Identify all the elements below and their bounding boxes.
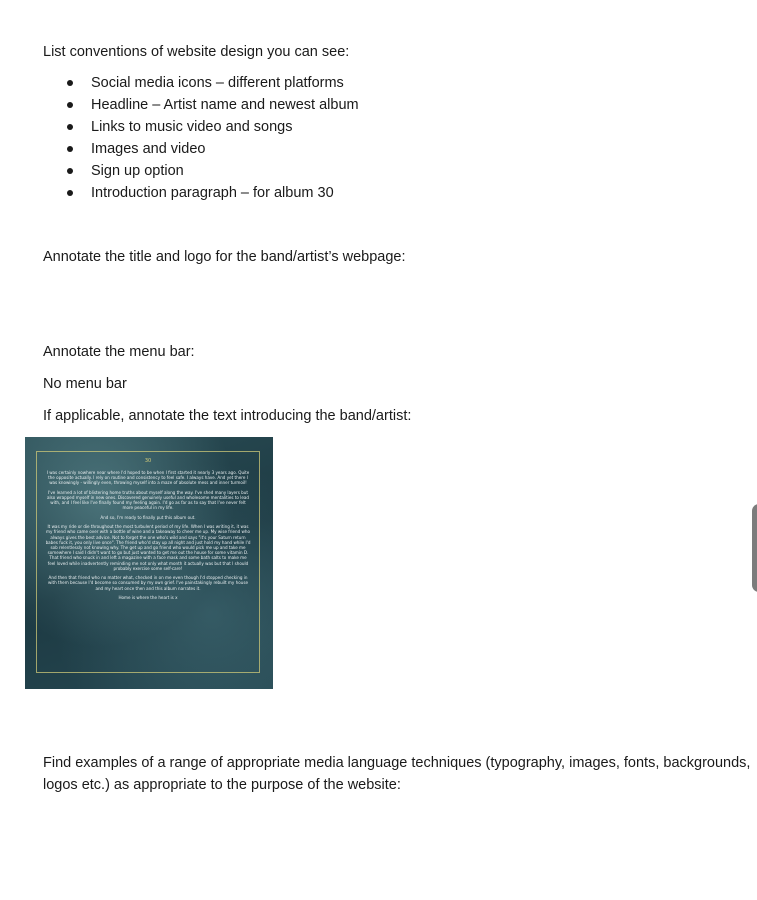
album-paragraph: And then that friend who no matter what, checked in on me even though I'd stopped checking in with them because I'd become so consumed by my own grief. I've painstakingly rebuilt my house and my heart once then and this album narrates it.	[48, 575, 248, 591]
conventions-list	[43, 72, 359, 204]
media-prompt-line2: logos etc.) as appropriate to the purpose of the website:	[43, 777, 401, 793]
media-language-prompt	[43, 752, 757, 796]
album-paragraph: And so, I'm ready to finally put this album out.	[100, 514, 196, 520]
album-intro-image	[25, 437, 273, 689]
album-paragraph: I've learned a lot of blistering home truths about myself along the way. I've shed many layers but also wrapped myself in new ones. Discovered genuinely useful and wholesome mentalities to lead with, and I feel like I've finally found my feeling again. I'd go as far as to say that I've never felt more peaceful in my life.	[46, 489, 249, 511]
list-item: Introduction paragraph – for album 30	[43, 182, 359, 204]
menu-answer: No menu bar	[43, 376, 127, 392]
album-paragraph: I was certainly nowhere near where I'd hoped to be when I first started it nearly 3 years ago. Quite the opposite actually. I rely on routine and consistency to feel safe. I always have. And yet there I was knowingly - willingly even, throwing myself into a maze of absolute mess and inner turmoil!	[46, 470, 250, 486]
album-paragraph: It was my ride or die throughout the most turbulent period of my life. When I was writing it, it was my friend who came over with a bottle of wine and a takeaway to cheer me up. My wise friend who always gives the best advice. Not to forget the one who's wild and says "it's your Saturn return babes fuck it, you only live once". The friend who'd stay up all night and just hold my hand while I'd sob relentlessly not knowing why. The get up and go friend who would pick me up and take me somewhere I said I didn't want to go but just wanted to get me out the house for some vitamin D. That friend who snuck in and left a magazine with a face mask and some bath salts to make me feel loved while inadvertently reminding me not only what month it actually was but that I should probably exercise some self-care!	[45, 524, 251, 571]
list-item: Sign up option	[43, 160, 359, 182]
list-item: Social media icons – different platforms	[43, 72, 359, 94]
media-prompt-line1: Find examples of a range of appropriate media language techniques (typography, images, fonts, backgrounds,	[43, 755, 751, 771]
conventions-heading: List conventions of website design you can see:	[43, 44, 350, 60]
list-item: Headline – Artist name and newest album	[43, 94, 359, 116]
intro-prompt: If applicable, annotate the text introducing the band/artist:	[43, 408, 412, 424]
list-item: Images and video	[43, 138, 359, 160]
title-logo-prompt: Annotate the title and logo for the band/artist’s webpage:	[43, 249, 406, 265]
album-paragraph: Home is where the heart is x	[118, 595, 178, 600]
album-text-frame	[36, 451, 260, 673]
menu-prompt: Annotate the menu bar:	[43, 344, 195, 360]
album-title: 30	[144, 458, 152, 464]
side-scroll-tab[interactable]	[752, 504, 757, 592]
list-item: Links to music video and songs	[43, 116, 359, 138]
